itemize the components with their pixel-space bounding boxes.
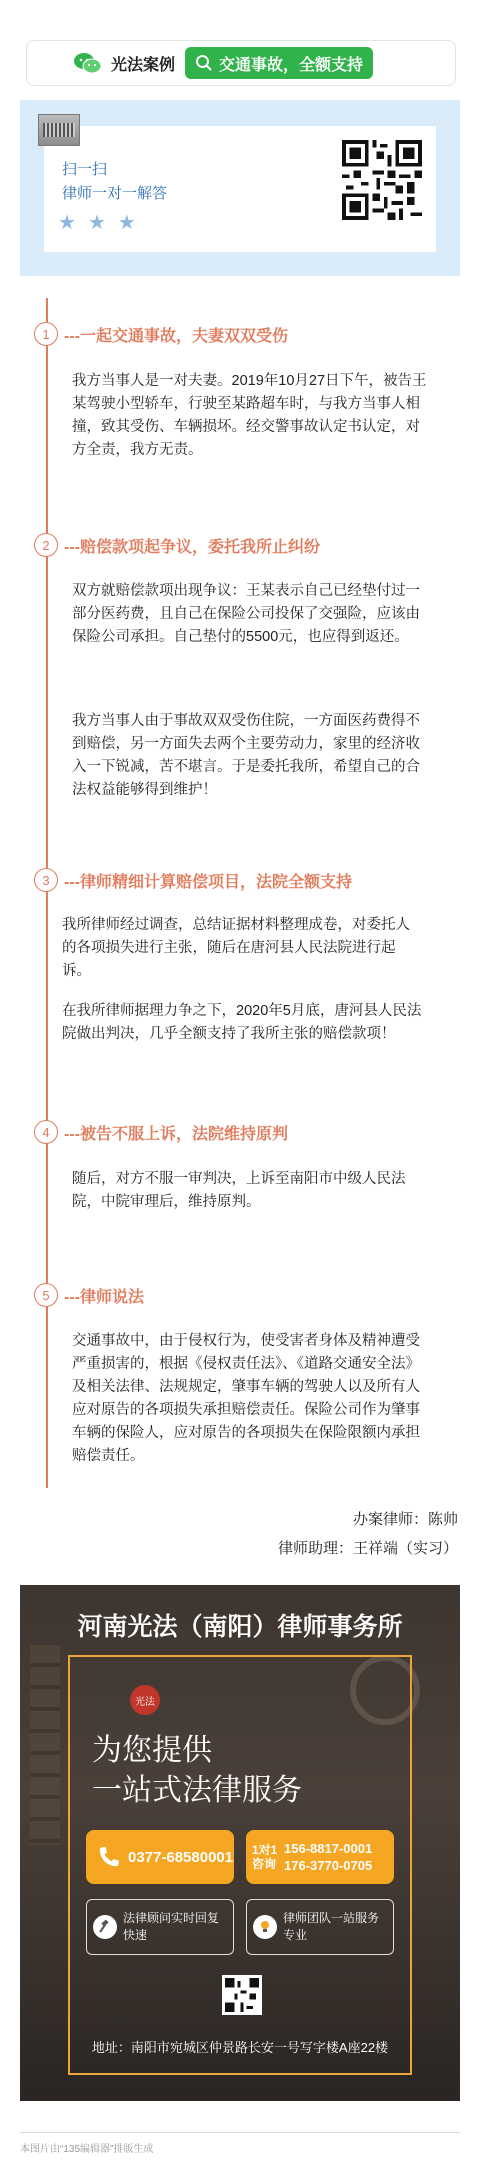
consult-line2: 律师一对一解答 bbox=[62, 185, 168, 202]
section-number: 4 bbox=[34, 1120, 58, 1144]
section-number: 3 bbox=[34, 868, 58, 892]
section-header-4 bbox=[34, 1120, 288, 1144]
consult-line1: 扫一扫 bbox=[62, 161, 108, 178]
address-text: 地址：南阳市宛城区仲景路长安一号写字楼A座22楼 bbox=[91, 2040, 389, 2055]
footer-credit: 本图片由“135编辑器”排版生成 bbox=[20, 2144, 154, 2155]
divider bbox=[20, 2132, 460, 2133]
section-title: ---被告不服上诉，法院维持原判 bbox=[64, 1125, 288, 1143]
service-text: 法律顾问实时回复快速 bbox=[123, 1911, 220, 1942]
lawyer-signature: 办案律师：陈帅 bbox=[352, 1511, 458, 1528]
search-button[interactable] bbox=[185, 47, 373, 79]
phone-number: 0377-68580001 bbox=[128, 1848, 234, 1866]
gavel-icon bbox=[93, 1915, 117, 1939]
search-text: 交通事故，全额支持 bbox=[219, 56, 364, 74]
qr-code[interactable] bbox=[222, 1975, 262, 2015]
qr-code[interactable] bbox=[342, 140, 422, 220]
section-number: 5 bbox=[34, 1283, 58, 1307]
seal-icon: 光法 bbox=[130, 1685, 160, 1715]
consult-phone-button[interactable] bbox=[246, 1830, 394, 1884]
poster-slogan-1: 为您提供 bbox=[92, 1734, 212, 1767]
section-paragraph: 交通事故中，由于侵权行为，使受害者身体及精神遭受严重损害的，根据《侵权责任法》、《道路交通安全法》及相关法律、法规规定，肇事车辆的驾驶人以及所有人应对原告的各项损失承担赔偿责任。保险公司作为肇事车辆的保险人，应对原告的各项损失在保险限额内承担赔偿责任。 bbox=[72, 1333, 420, 1464]
poster-title: 河南光法（南阳）律师事务所 bbox=[77, 1613, 403, 1641]
star-icon: ★ bbox=[117, 212, 136, 234]
lightbulb-icon bbox=[253, 1915, 277, 1939]
section-header-5 bbox=[34, 1283, 144, 1307]
section-title: ---一起交通事故，夫妻双双受伤 bbox=[64, 327, 288, 345]
section-number: 2 bbox=[34, 533, 58, 557]
phone-icon bbox=[96, 1844, 122, 1870]
phone-number: 156-8817-0001 bbox=[284, 1841, 373, 1856]
phone-number: 176-3770-0705 bbox=[284, 1858, 373, 1873]
section-header-2 bbox=[34, 533, 320, 557]
poster-slogan-2: 一站式法律服务 bbox=[92, 1774, 302, 1807]
section-title: ---赔偿款项起争议，委托我所止纠纷 bbox=[64, 538, 320, 556]
section-paragraph: 双方就赔偿款项出现争议：王某表示自己已经垫付过一部分医药费，且自己在保险公司投保了交强险，应该由保险公司承担。自己垫付的5500元，也应得到返还。 bbox=[72, 583, 420, 645]
search-bar[interactable] bbox=[26, 40, 456, 86]
section-paragraph: 随后，对方不服一审判决，上诉至南阳市中级人民法院，中院审理后，维持原判。 bbox=[72, 1171, 406, 1210]
service-item bbox=[246, 1899, 394, 1955]
section-title: ---律师精细计算赔偿项目，法院全额支持 bbox=[64, 873, 352, 891]
bookshelf-graphic bbox=[30, 1645, 60, 1845]
brand-name: 光法案例 bbox=[111, 56, 176, 74]
section-header-1 bbox=[34, 322, 288, 346]
service-text: 律师团队一站服务专业 bbox=[283, 1911, 380, 1942]
star-icon: ★ bbox=[87, 212, 106, 234]
phone-button[interactable] bbox=[86, 1830, 234, 1884]
section-number: 1 bbox=[34, 322, 58, 346]
device-image bbox=[38, 114, 80, 146]
search-icon bbox=[195, 54, 213, 72]
wechat-icon bbox=[73, 50, 103, 76]
section-paragraph: 我方当事人是一对夫妻。2019年10月27日下午，被告王某驾驶小型轿车，行驶至某路超车时，与我方当事人相撞，致其受伤、车辆损坏。经交警事故认定书认定，对方全责，我方无责。 bbox=[72, 373, 427, 458]
consult-banner bbox=[20, 100, 460, 276]
law-firm-poster bbox=[20, 1585, 460, 2101]
consult-card bbox=[44, 126, 436, 252]
star-rating bbox=[58, 210, 136, 235]
star-icon: ★ bbox=[58, 212, 76, 234]
service-item bbox=[86, 1899, 234, 1955]
section-title: ---律师说法 bbox=[64, 1288, 144, 1306]
timeline-line bbox=[46, 298, 48, 1488]
section-header-3 bbox=[34, 868, 352, 892]
assistant-signature: 律师助理：王祥端（实习） bbox=[277, 1540, 458, 1557]
section-paragraph: 在我所律师据理力争之下，2020年5月底，唐河县人民法院做出判决，几乎全额支持了我所主张的赔偿款项！ bbox=[62, 1003, 422, 1042]
section-paragraph: 我所律师经过调查，总结证据材料整理成卷，对委托人的各项损失进行主张，随后在唐河县人民法院进行起诉。 bbox=[62, 917, 410, 979]
consult-label: 1对1咨询 bbox=[252, 1843, 278, 1871]
section-paragraph: 我方当事人由于事故双双受伤住院，一方面医药费得不到赔偿，另一方面失去两个主要劳动力，家里的经济收入一下锐减，苦不堪言。于是委托我所，希望自己的合法权益能够得到维护！ bbox=[72, 713, 420, 798]
